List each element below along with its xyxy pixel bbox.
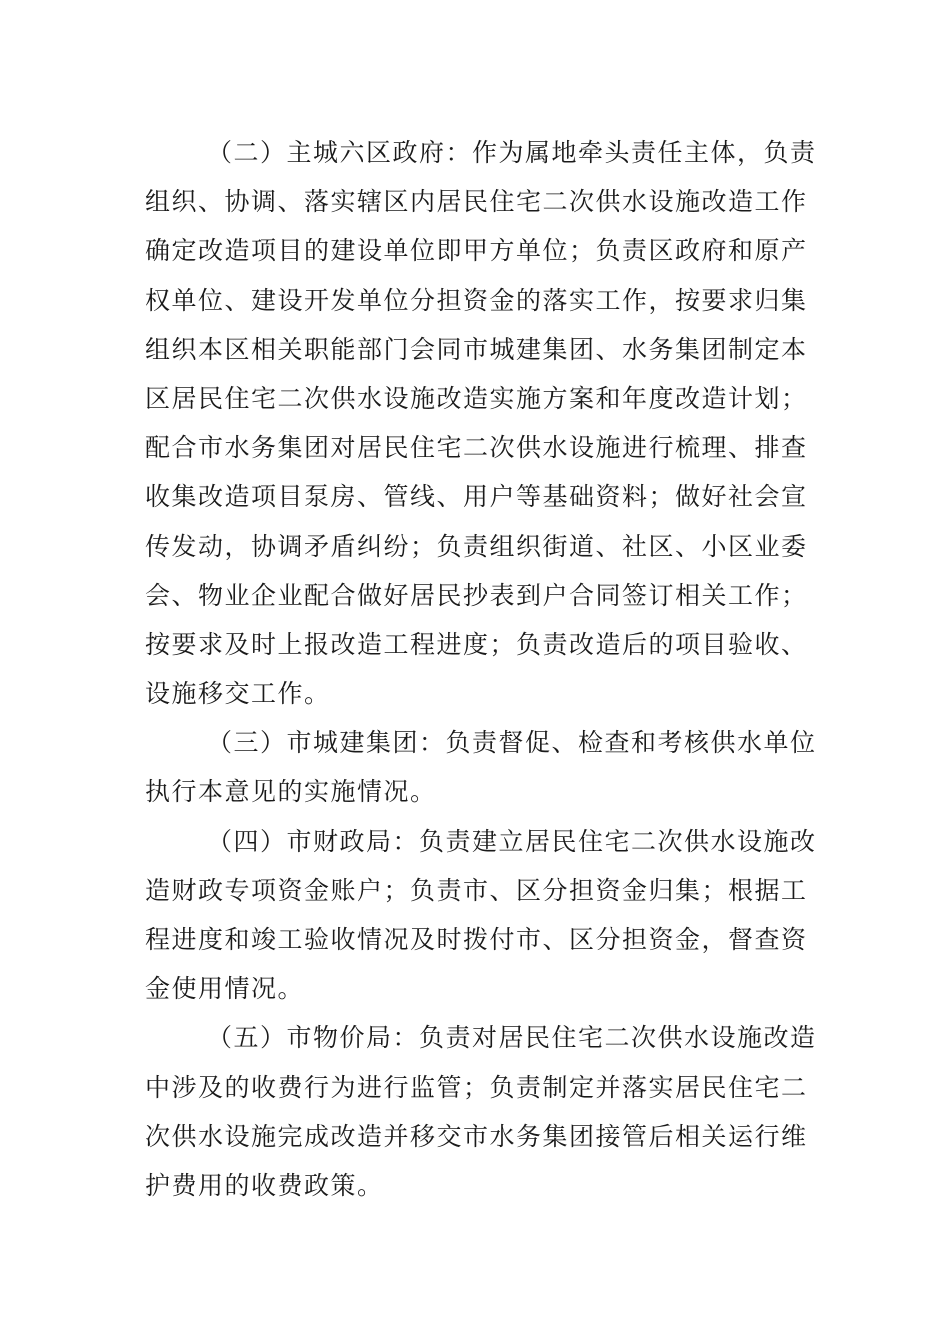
paragraph-section-4	[145, 817, 817, 1014]
text-line: 造财政专项资金账户；负责市、区分担资金归集；根据工	[145, 875, 808, 905]
text-line: 护费用的收费政策。	[145, 1170, 384, 1200]
text-line: 传发动，协调矛盾纠纷；负责组织街道、社区、小区业委	[145, 531, 808, 561]
text-line: 组织本区相关职能部门会同市城建集团、水务集团制定本	[145, 334, 808, 364]
text-line: 组织、协调、落实辖区内居民住宅二次供水设施改造工作	[145, 187, 808, 217]
text-line: （二）主城六区政府：作为属地牵头责任主体，负责	[207, 138, 817, 167]
text-line: 权单位、建设开发单位分担资金的落实工作，按要求归集	[145, 285, 808, 315]
text-line: 会、物业企业配合做好居民抄表到户合同签订相关工作；	[145, 580, 808, 610]
text-line: 收集改造项目泵房、管线、用户等基础资料；做好社会宣	[145, 482, 808, 512]
text-line: （五）市物价局：负责对居民住宅二次供水设施改造	[207, 1023, 817, 1053]
text-line: 配合市水务集团对居民住宅二次供水设施进行梳理、排查	[145, 433, 808, 463]
text-line: 执行本意见的实施情况。	[145, 777, 437, 807]
text-line: 金使用情况。	[145, 974, 305, 1004]
paragraph-section-5	[145, 1013, 817, 1210]
text-line: （三）市城建集团：负责督促、检查和考核供水单位	[207, 728, 817, 758]
text-line: 区居民住宅二次供水设施改造实施方案和年度改造计划；	[145, 383, 808, 413]
paragraph-section-3	[145, 718, 817, 816]
text-line: 设施移交工作。	[145, 679, 331, 709]
text-line: 次供水设施完成改造并移交市水务集团接管后相关运行维	[145, 1121, 808, 1151]
text-line: 按要求及时上报改造工程进度；负责改造后的项目验收、	[145, 629, 808, 659]
paragraph-section-2	[145, 128, 817, 718]
text-line: （四）市财政局：负责建立居民住宅二次供水设施改	[207, 826, 817, 856]
document-body	[145, 128, 817, 1210]
text-line: 确定改造项目的建设单位即甲方单位；负责区政府和原产	[145, 236, 808, 266]
text-line: 程进度和竣工验收情况及时拨付市、区分担资金，督查资	[145, 925, 808, 954]
text-line: 中涉及的收费行为进行监管；负责制定并落实居民住宅二	[145, 1072, 808, 1102]
